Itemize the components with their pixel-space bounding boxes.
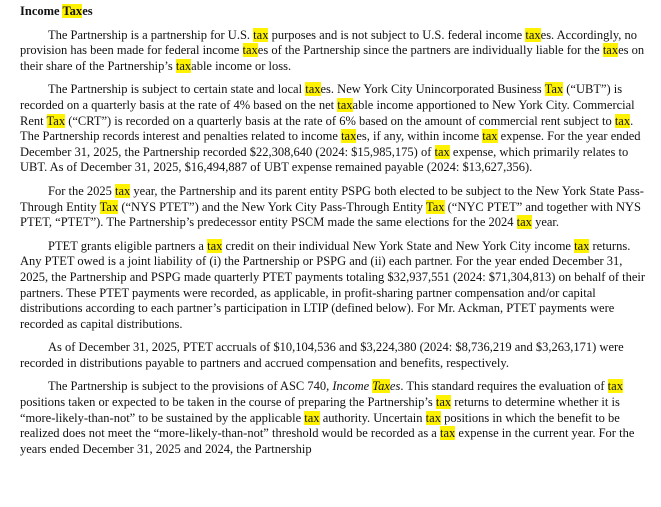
text-run: es: [82, 4, 93, 18]
text-run: es on their share of the Partnership’s: [20, 43, 645, 73]
highlight-tax: Tax: [425, 199, 445, 214]
text-run: expense in the current year. For the years ended December 31, 2025 and 2024, the Partnership: [20, 426, 635, 456]
text-run: able income apportioned to New York City. Commercial Rent: [20, 97, 635, 128]
text-run: (“UBT”) is recorded on a quarterly basis at the rate of 4% based on the net: [20, 82, 623, 112]
text-run: Income: [332, 379, 373, 394]
highlight-tax: tax: [607, 379, 623, 394]
highlight-tax: tax: [253, 27, 269, 42]
highlight-tax: tax: [115, 183, 131, 198]
section-heading: [20, 4, 647, 20]
text-run: returns to determine whether it is “more-likely-than-not” to be sustained by the applicable: [20, 395, 620, 425]
text-run: positions in which the benefit to be realized does not meet the “more-likely-than-not” threshold would be recorded as a: [20, 410, 620, 441]
paragraph-state-local-tax: [20, 82, 647, 176]
text-run: (“CRT”) is recorded on a quarterly basis at the rate of 6% based on the amount of commercial rent subject to: [65, 113, 615, 128]
text-run: purposes and is not subject to U.S. federal income: [268, 27, 526, 42]
italic-text: [390, 379, 400, 393]
text-run: es of the Partnership since the partners are individually liable for the: [257, 43, 603, 58]
highlight-tax: tax: [425, 410, 441, 425]
highlight-tax: tax: [482, 129, 498, 144]
highlight-tax: tax: [434, 144, 450, 159]
highlight-tax: tax: [516, 215, 532, 230]
text-run: year, the Partnership and its parent entity PSPG both elected to be subject to the New York State Pass-Through Entity: [20, 183, 644, 214]
highlight-tax: tax: [614, 113, 631, 128]
text-run: es: [389, 379, 401, 394]
highlight-tax: tax: [341, 129, 357, 144]
text-run: es. Accordingly, no provision has been made for federal income: [20, 27, 638, 58]
highlight-tax: tax: [305, 82, 321, 97]
text-run: For the 2025: [48, 183, 116, 198]
highlight-tax: Tax: [372, 379, 390, 394]
text-run: The Partnership is subject to the provisions of ASC 740,: [48, 379, 333, 394]
paragraph-ptet-accruals: [20, 340, 647, 371]
text-run: The Partnership is subject to certain state and local: [48, 82, 306, 97]
highlight-tax: tax: [602, 43, 619, 58]
text-run: positions taken or expected to be taken in the course of preparing the Partnership’s: [20, 395, 436, 410]
italic-text: [372, 379, 390, 393]
highlight-tax: tax: [337, 97, 353, 112]
paragraph-asc-740: [20, 379, 647, 457]
text-run: able income or loss.: [191, 58, 292, 73]
text-run: expense. For the year ended December 31, 2025, the Partnership recorded $22,308,640 (2024: $15,985,175) of: [20, 129, 641, 159]
text-run: (“NYC PTET” and together with NYS PTET, “PTET”). The Partnership’s predecessor entity PSCM made the same elections for the 2024: [20, 199, 641, 230]
text-run: (“NYS PTET”) and the New York City Pass-Through Entity: [118, 199, 426, 214]
text-run: . The Partnership records interest and penalties related to income: [20, 113, 634, 144]
highlight-tax: tax: [242, 43, 258, 58]
text-run: credit on their individual New York State and New York City income: [222, 238, 575, 253]
text-run: The Partnership is a partnership for U.S.: [48, 27, 254, 42]
highlight-tax: tax: [525, 27, 541, 42]
text-run: year.: [531, 215, 560, 230]
text-run: returns. Any PTET owed is a joint liability of (i) the Partnership or PSPG and (ii) each partner. For the year ended December 31, 2025, the Partnership and PSPG made quarterly PTET payments totaling $32,937,551 (2024: $71,304,813) on behalf of their partners. These PTET payments were recorded, as applicable, in profit-sharing partner compensation and/or capital distributions according to each partner’s participation in LTIP (defined below). For Mr. Ackman, PTET payments were recorded as capital distributions.: [20, 238, 646, 331]
text-run: es. New York City Unincorporated Business: [320, 82, 545, 97]
text-run: expense, which primarily relates to UBT. As of December 31, 2025, $16,494,887 of UBT expense remained payable (2024: $13,627,356).: [20, 144, 629, 175]
text-run: authority. Uncertain: [319, 410, 426, 425]
highlight-tax: tax: [435, 395, 452, 410]
paragraph-federal-tax: [20, 28, 647, 75]
highlight-tax: Tax: [544, 82, 564, 97]
text-run: es, if any, within income: [356, 129, 483, 144]
highlight-tax: Tax: [62, 4, 83, 18]
text-run: Income: [20, 4, 63, 18]
text-run: . This standard requires the evaluation of: [400, 379, 608, 394]
highlight-tax: tax: [207, 238, 223, 253]
paragraph-ptet-election: [20, 184, 647, 231]
highlight-tax: tax: [175, 58, 192, 73]
highlight-tax: Tax: [99, 199, 119, 214]
highlight-tax: tax: [439, 426, 456, 441]
text-run: PTET grants eligible partners a: [48, 238, 208, 253]
highlight-tax: tax: [304, 410, 320, 425]
highlight-tax: Tax: [46, 113, 66, 128]
paragraph-ptet-credit: [20, 239, 647, 333]
italic-text: [332, 379, 372, 393]
text-run: As of December 31, 2025, PTET accruals of $10,104,536 and $3,224,380 (2024: $8,736,219 and $3,263,171) were recorded in distributions payable to partners and accrued compensation and benefits, respectively.: [20, 340, 624, 370]
highlight-tax: tax: [574, 238, 590, 253]
